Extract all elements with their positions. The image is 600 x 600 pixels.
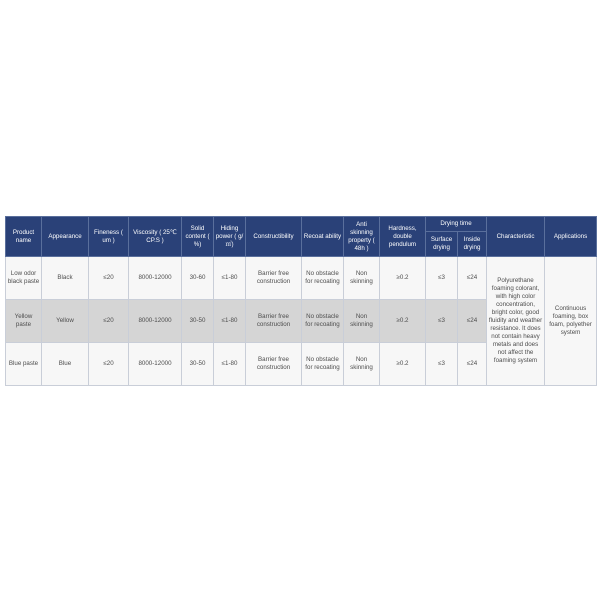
cell-product-name: Yellow paste xyxy=(6,300,42,343)
cell-anti-skinning: Non skinning xyxy=(344,300,380,343)
header-hiding-power: Hiding power ( g/㎡) xyxy=(214,217,246,257)
cell-constructibility: Barrier free construction xyxy=(246,343,302,386)
cell-product-name: Blue paste xyxy=(6,343,42,386)
cell-anti-skinning: Non skinning xyxy=(344,257,380,300)
cell-fineness: ≤20 xyxy=(89,257,129,300)
cell-recoat-ability: No obstacle for recoating xyxy=(302,300,344,343)
header-applications: Applications xyxy=(545,217,597,257)
cell-inside-drying: ≤24 xyxy=(458,343,487,386)
cell-fineness: ≤20 xyxy=(89,343,129,386)
cell-viscosity: 8000-12000 xyxy=(129,257,182,300)
cell-hardness: ≥0.2 xyxy=(380,343,426,386)
cell-appearance: Blue xyxy=(42,343,89,386)
header-recoat-ability: Recoat ability xyxy=(302,217,344,257)
cell-hiding-power: ≤1-80 xyxy=(214,300,246,343)
header-appearance: Appearance xyxy=(42,217,89,257)
header-solid-content: Solid content ( %) xyxy=(182,217,214,257)
cell-constructibility: Barrier free construction xyxy=(246,257,302,300)
cell-appearance: Yellow xyxy=(42,300,89,343)
cell-surface-drying: ≤3 xyxy=(426,257,458,300)
header-drying-time: Drying time xyxy=(426,217,487,232)
table-header xyxy=(6,217,597,257)
cell-constructibility: Barrier free construction xyxy=(246,300,302,343)
header-constructibility: Constructibility xyxy=(246,217,302,257)
cell-surface-drying: ≤3 xyxy=(426,343,458,386)
header-product-name: Product name xyxy=(6,217,42,257)
cell-appearance: Black xyxy=(42,257,89,300)
cell-solid-content: 30-60 xyxy=(182,257,214,300)
cell-recoat-ability: No obstacle for recoating xyxy=(302,343,344,386)
cell-inside-drying: ≤24 xyxy=(458,257,487,300)
cell-viscosity: 8000-12000 xyxy=(129,343,182,386)
cell-anti-skinning: Non skinning xyxy=(344,343,380,386)
product-spec-table xyxy=(5,216,597,386)
cell-solid-content: 30-50 xyxy=(182,343,214,386)
header-surface-drying: Surface drying xyxy=(426,232,458,257)
cell-product-name: Low odor black paste xyxy=(6,257,42,300)
header-hardness: Hardness, double pendulum xyxy=(380,217,426,257)
product-spec-table-wrapper xyxy=(5,216,596,386)
cell-hardness: ≥0.2 xyxy=(380,300,426,343)
table-body xyxy=(6,257,597,386)
cell-hardness: ≥0.2 xyxy=(380,257,426,300)
cell-viscosity: 8000-12000 xyxy=(129,300,182,343)
header-anti-skinning: Anti skinning property ( 48h ) xyxy=(344,217,380,257)
header-inside-drying: Inside drying xyxy=(458,232,487,257)
cell-applications: Continuous foaming, box foam, polyether system xyxy=(545,257,597,386)
cell-characteristic: Polyurethane foaming colorant, with high color concentration, bright color, good fluidity and weather resistance. It does not contain heavy metals and does not affect the foaming system xyxy=(487,257,545,386)
table-row xyxy=(6,257,597,300)
cell-solid-content: 30-50 xyxy=(182,300,214,343)
cell-hiding-power: ≤1-80 xyxy=(214,257,246,300)
header-characteristic: Characteristic xyxy=(487,217,545,257)
cell-inside-drying: ≤24 xyxy=(458,300,487,343)
cell-surface-drying: ≤3 xyxy=(426,300,458,343)
cell-recoat-ability: No obstacle for recoating xyxy=(302,257,344,300)
header-fineness: Fineness ( um ) xyxy=(89,217,129,257)
cell-hiding-power: ≤1-80 xyxy=(214,343,246,386)
header-viscosity: Viscosity ( 25℃ CP.S ) xyxy=(129,217,182,257)
cell-fineness: ≤20 xyxy=(89,300,129,343)
